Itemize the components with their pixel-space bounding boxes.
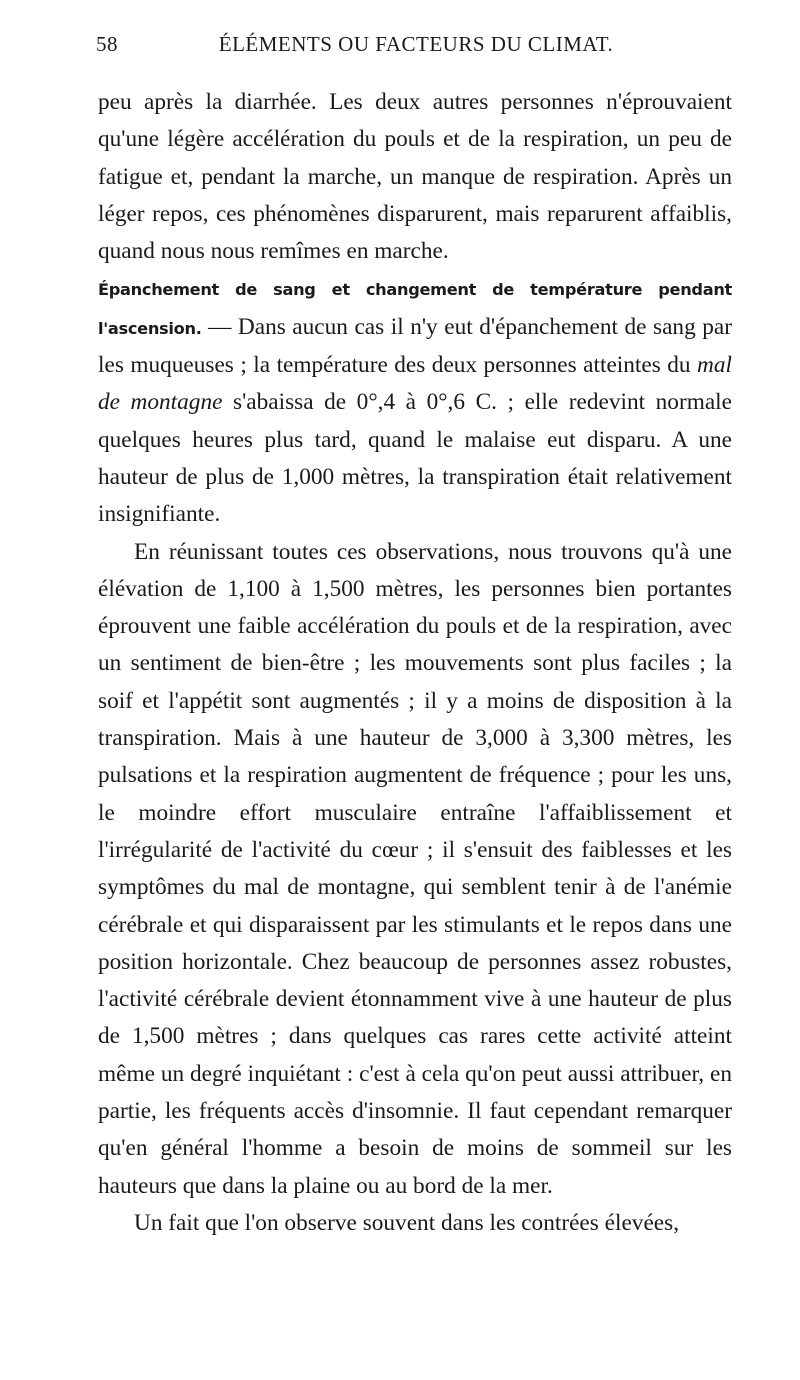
section-heading: Épanchement de sang et changement de température pendant l'ascension.: [98, 280, 732, 338]
paragraph-2: [98, 270, 732, 533]
page-header: [96, 32, 736, 62]
paragraph-2-text-b: s'abaissa de 0°,4 à 0°,6 C. ; elle redevint normale quelques heures plus tard, quand le malaise eut disparu. A une hauteur de plus de 1,000 mètres, la transpiration était relativement insignifiante.: [98, 389, 732, 528]
paragraph-1: peu après la diarrhée. Les deux autres personnes n'éprouvaient qu'une légère accélération du pouls et de la respiration, un peu de fatigue et, pendant la marche, un manque de respiration. Après un léger repos, ces phénomènes disparurent, mais reparurent affaiblis, quand nous nous remîmes en marche.: [98, 89, 732, 265]
body-text: [98, 84, 732, 1242]
paragraph-4: Un fait que l'on observe souvent dans les contrées élevées,: [134, 1209, 680, 1236]
paragraph-2-text-a: — Dans aucun cas il n'y eut d'épanchement de sang par les muqueuses ; la température des deux personnes atteintes du: [98, 313, 732, 379]
italic-term: mal de montagne: [98, 352, 732, 416]
page-number: 58: [96, 32, 118, 56]
running-title: ÉLÉMENTS OU FACTEURS DU CLIMAT.: [218, 32, 614, 56]
paragraph-3: En réunissant toutes ces observations, nous trouvons qu'à une élévation de 1,100 à 1,500 mètres, les personnes bien portantes éprouvent une faible accélération du pouls et de la respiration, avec un sentiment de bien-être ; les mouvements sont plus faciles ; la soif et l'appétit sont augmentés ; il y a moins de disposition à la transpiration. Mais à une hauteur de 3,000 à 3,300 mètres, les pulsations et la respiration augmentent de fréquence ; pour les uns, le moindre effort musculaire entraîne l'affaiblissement et l'irrégularité de l'activité du cœur ; il s'ensuit des faiblesses et les symptômes du mal de montagne, qui semblent tenir à de l'anémie cérébrale et qui disparaissent par les stimulants et le repos dans une position horizontale. Chez beaucoup de personnes assez robustes, l'activité cérébrale devient étonnamment vive à une hauteur de plus de 1,500 mètres ; dans quelques cas rares cette activité atteint même un degré inquiétant : c'est à cela qu'on peut aussi attribuer, en partie, les fréquents accès d'insomnie. Il faut cependant remarquer qu'en général l'homme a besoin de moins de sommeil sur les hauteurs que dans la plaine ou au bord de la mer.: [98, 538, 732, 1199]
